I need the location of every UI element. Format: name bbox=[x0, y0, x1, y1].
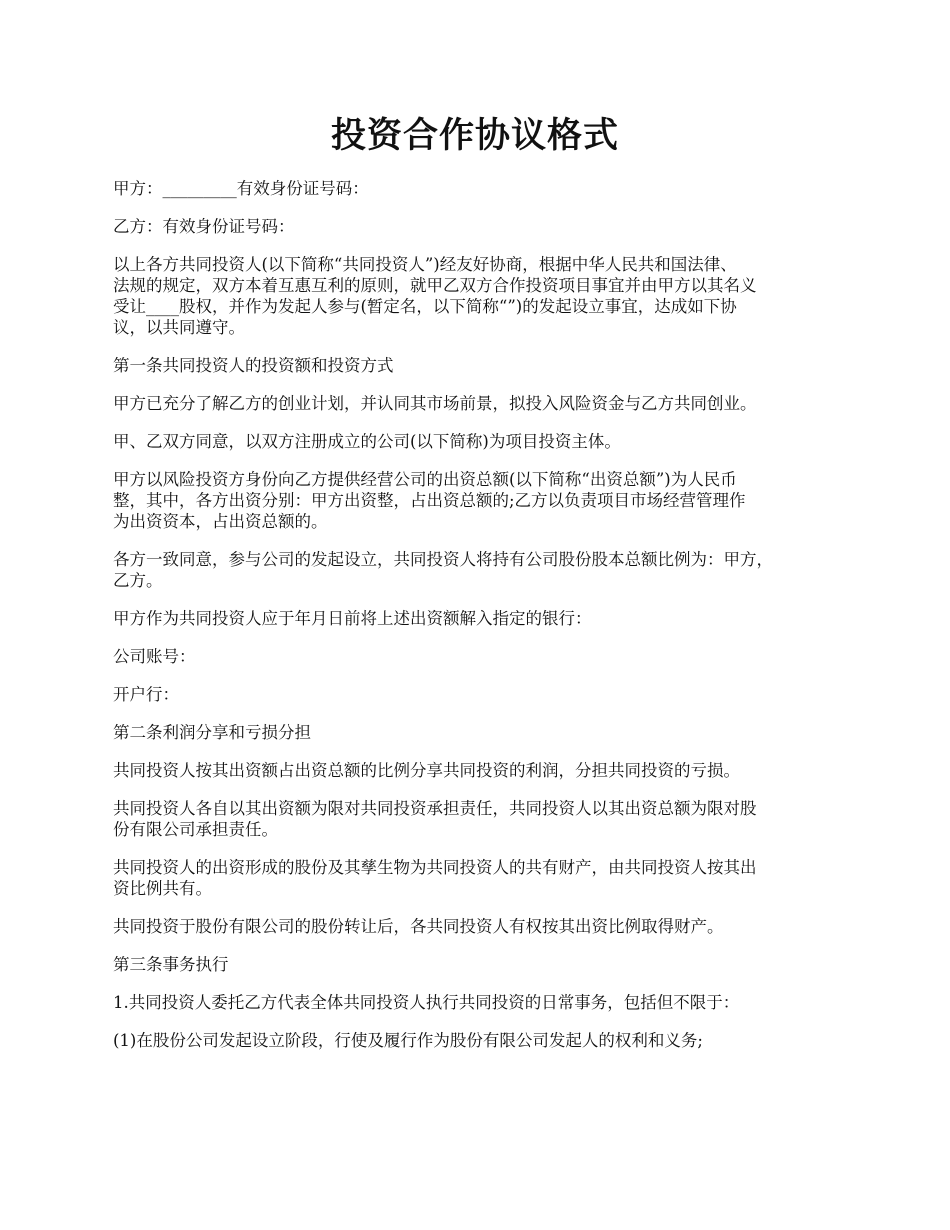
article-3-heading bbox=[113, 954, 853, 975]
text-line: 整，其中，各方出资分别：甲方出资整，占出资总额的;乙方以负责项目市场经营管理作 bbox=[113, 491, 746, 510]
text-line: 为出资资本，占出资总额的。 bbox=[113, 512, 328, 531]
text-line: 共同投资于股份有限公司的股份转让后，各共同投资人有权按其出资比例取得财产。 bbox=[113, 917, 724, 936]
text-line: 各方一致同意，参与公司的发起设立，共同投资人将持有公司股份股本总额比例为：甲方， bbox=[113, 550, 773, 569]
paragraph bbox=[113, 992, 853, 1013]
text-line: 第二条利润分享和亏损分担 bbox=[113, 723, 311, 742]
document-title: 投资合作协议格式 bbox=[330, 115, 619, 156]
text-line: 甲、乙双方同意，以双方注册成立的公司(以下简称)为项目投资主体。 bbox=[113, 432, 621, 451]
text-line: 甲方作为共同投资人应于年月日前将上述出资额解入指定的银行： bbox=[113, 609, 592, 628]
paragraph bbox=[113, 549, 853, 591]
article-1-heading bbox=[113, 355, 853, 376]
paragraph-preamble bbox=[113, 254, 853, 338]
paragraph bbox=[113, 431, 853, 452]
text-line: 资比例共有。 bbox=[113, 879, 212, 898]
text-line: 第三条事务执行 bbox=[113, 955, 229, 974]
text-line: 共同投资人各自以其出资额为限对共同投资承担责任，共同投资人以其出资总额为限对股 bbox=[113, 799, 757, 818]
paragraph-party-a bbox=[113, 178, 853, 199]
text-line: 第一条共同投资人的投资额和投资方式 bbox=[113, 356, 394, 375]
document-body bbox=[113, 178, 853, 1068]
text-line: 开户行： bbox=[113, 685, 179, 704]
text-line: 共同投资人按其出资额占出资总额的比例分享共同投资的利润，分担共同投资的亏损。 bbox=[113, 761, 740, 780]
text-line: 乙方。 bbox=[113, 571, 163, 590]
text-line: (1)在股份公司发起设立阶段，行使及履行作为股份有限公司发起人的权利和义务; bbox=[113, 1031, 703, 1050]
paragraph bbox=[113, 916, 853, 937]
text-line: 乙方：有效身份证号码： bbox=[113, 217, 295, 236]
paragraph-account-number bbox=[113, 646, 853, 667]
text-line: 份有限公司承担责任。 bbox=[113, 820, 278, 839]
paragraph bbox=[113, 857, 853, 899]
text-line: 甲方已充分了解乙方的创业计划，并认同其市场前景，拟投入风险资金与乙方共同创业。 bbox=[113, 394, 757, 413]
text-line: 议，以共同遵守。 bbox=[113, 318, 245, 337]
text-line: 法规的规定，双方本着互惠互利的原则，就甲乙双方合作投资项目事宜并由甲方以其名义 bbox=[113, 276, 757, 295]
paragraph bbox=[113, 798, 853, 840]
paragraph-party-b bbox=[113, 216, 853, 237]
text-line: 甲方以风险投资方身份向乙方提供经营公司的出资总额(以下简称“出资总额”)为人民币 bbox=[113, 470, 737, 489]
text-line: 以上各方共同投资人(以下简称“共同投资人”)经友好协商，根据中华人民共和国法律、 bbox=[113, 255, 737, 274]
paragraph bbox=[113, 393, 853, 414]
paragraph bbox=[113, 1030, 853, 1051]
text-line: 甲方：_________有效身份证号码： bbox=[113, 179, 369, 198]
text-line: 公司账号： bbox=[113, 647, 196, 666]
text-line: 受让____股权，并作为发起人参与(暂定名，以下简称“”)的发起设立事宜，达成如下协 bbox=[113, 297, 737, 316]
text-line: 共同投资人的出资形成的股份及其孳生物为共同投资人的共有财产，由共同投资人按其出 bbox=[113, 858, 757, 877]
text-line: 1.共同投资人委托乙方代表全体共同投资人执行共同投资的日常事务，包括但不限于： bbox=[113, 993, 740, 1012]
paragraph bbox=[113, 760, 853, 781]
article-2-heading bbox=[113, 722, 853, 743]
paragraph bbox=[113, 608, 853, 629]
paragraph-bank bbox=[113, 684, 853, 705]
paragraph bbox=[113, 469, 853, 532]
